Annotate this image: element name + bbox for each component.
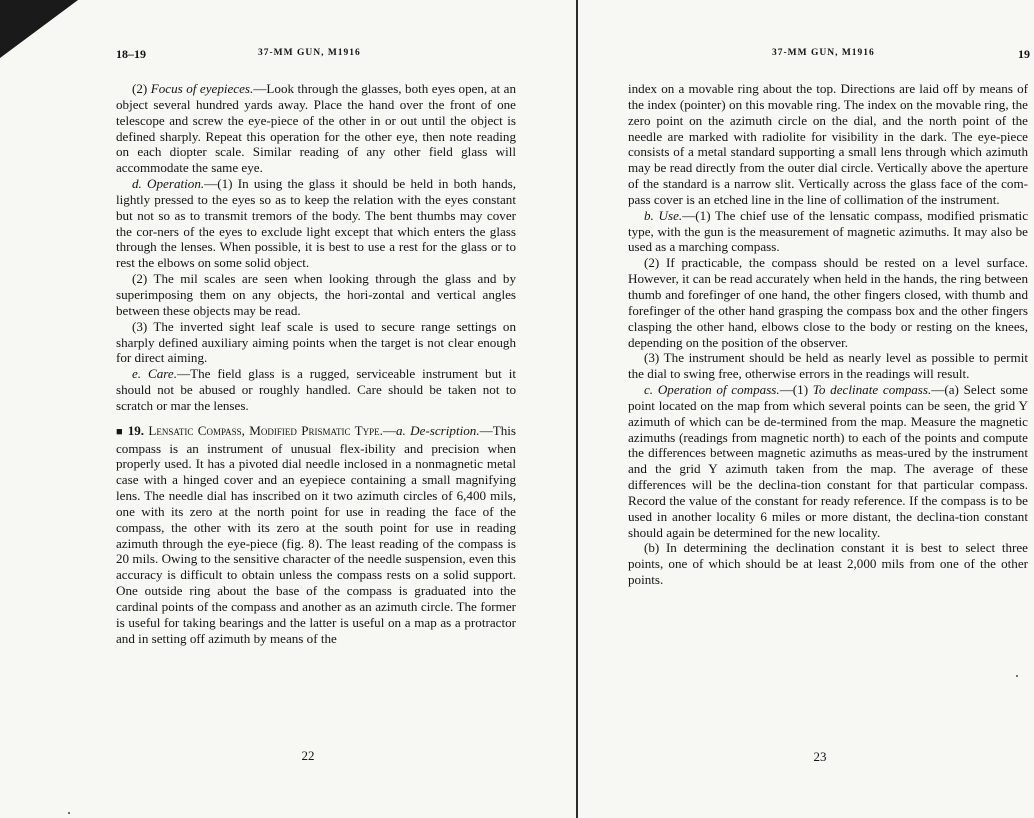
- paragraph: (2) The mil scales are seen when looking through the glass and by superimposing them on any objects, the hori-zontal and vertical angles between these objects may be read.: [116, 271, 516, 318]
- right-page-body: [628, 81, 1028, 588]
- paragraph-heading: b. Use.: [644, 207, 683, 223]
- paragraph: (3) The instrument should be held as nearly level as possible to permit the dial to swing free, otherwise errors in the readings will result.: [628, 350, 1028, 382]
- left-page-number: 22: [301, 748, 315, 763]
- section-heading: Lensatic Compass, Modified Prismatic Type.: [148, 422, 383, 438]
- right-page-number: 23: [813, 749, 827, 764]
- paragraph: (2) Focus of eyepieces.—Look through the glasses, both eyes open, at an object several hundred yards away. Place the hand over the front of one telescope and screw the eye-piece of the other in or out until the object is defined sharply. Repeat this operation for the other eye, then note reading on each diopter scale. Similar reading of any other field glass will accommodate the same eye.: [116, 81, 516, 176]
- left-page-body: [116, 81, 516, 647]
- right-page: [578, 0, 1034, 818]
- paragraph-heading: Focus of eyepieces.: [150, 81, 254, 96]
- paragraph-heading: e. Care.: [132, 366, 177, 382]
- paragraph: (3) The inverted sight leaf scale is used to secure range settings on sharply defined auxiliary aiming points when the target is not clear enough for direct aiming.: [116, 318, 516, 366]
- paragraph: c. Operation of compass.—(1) To declinate compass.—(a) Select some point located on the map from which several points can be seen, the grid Y azimuth of which can be de-termined from the map. Measure the magnetic azimuths (readings from magnetic north) to each of the points and compute the differences between magnetic azimuths as meas-ured by the instrument and the grid Y azimuth taken from the map. The average of these differences will be the declina-tion constant for that particular compass. Record the value of the constant for ready reference. If the compass is to be used in another locality 6 miles or more distant, the declina-tion constant should again be determined for the new locality.: [628, 382, 1028, 540]
- paragraph-heading: d. Operation.: [132, 176, 205, 192]
- right-header-title: 37-MM GUN, M1916: [772, 48, 875, 58]
- right-header-section-number: 19: [1018, 47, 1030, 61]
- scan-speck: [1016, 675, 1018, 677]
- left-header-section-number: 18–19: [116, 47, 146, 61]
- paragraph-heading: c. Operation of compass.: [644, 382, 780, 398]
- section-19: ■ 19. Lensatic Compass, Modified Prismatic Type.—a. De-scription.—This compass is an instrument of unusual flex-ibility and precision when properly used. It has a pivoted dial needle inclosed in a nonmagnetic metal case with a hinged cover and an eyepiece containing a small magnifying lens. The needle dial has inscribed on it two azimuth circles of 6,400 mils, one with its zero at the north point for use in reading the face of the compass, the other with its zero at the south point for use in reading azimuth through the eye-piece (fig. 8). The least reading of the compass is 20 mils. Owing to the sensitive character of the needle suspension, even this accuracy is difficult to obtain unless the compass rests on a solid support. One outside ring about the base of the compass is graduated into the cardinal points of the compass and another as an azimuth circle. The former is useful for taking bearings and the latter is useful on a map as a protractor and in setting off azimuth by means of the: [116, 422, 516, 646]
- paragraph: d. Operation.—(1) In using the glass it should be held in both hands, lightly pressed to the eyes so as to keep the relation with the eyes constant but not so as to transmit tremors of the body. The bent thumbs may cover the cor-ners of the eyes to exclude light except that which enters the glass through the lenses. When possible, it is best to use a rest for the glass or to rest the elbows on some solid object.: [116, 176, 517, 271]
- subparagraph-heading: To declinate compass.: [812, 382, 932, 398]
- scan-speck: [68, 812, 70, 814]
- section-text: —This compass is an instrument of unusual flex-ibility and precision when properly used. It has a pivoted dial needle inclosed in a nonmagnetic metal case with a hinged cover and an eyepiece containing a small magnifying lens. The needle dial has inscribed on it two azimuth circles of 6,400 mils, one with its zero at the north point for use in reading the face of the compass, the other with its zero at the south point for use in reading azimuth through the eye-piece (fig. 8). The least reading of the compass is 20 mils. Owing to the sensitive character of the needle suspension, even this accuracy is difficult to obtain unless the compass rests on a solid support. One outside ring about the base of the compass is graduated into the cardinal points of the compass and another as an azimuth circle. The former is useful for taking bearings and the latter is useful on a map as a protractor and in setting off azimuth by means of the: [116, 422, 516, 646]
- paragraph: (2) If practicable, the compass should be rested on a level surface. However, it can be read accurately when held in the hands, the ring between thumb and forefinger of one hand, the other fingers closed, with thumb and forefinger of the other hand grasping the compass box and the other fingers clasping the other hand, elbows close to the body or resting on the knees, depending on the position of the observer.: [628, 255, 1028, 350]
- subsection-heading: a. De-scription.: [396, 422, 480, 438]
- paragraph: index on a movable ring about the top. Directions are laid off by means of the index (pointer) on this movable ring. The index on the movable ring, the zero point on the azimuth circle on the dial, and the north point of the needle are marked with radiolite for visibility in the dark. The eye-piece consists of a metal standard supporting a small lens through which azimuth may be read directly from the outer dial circle. Vertically above the aperture of the standard is a narrow slit. Vertically across the glass face of the com-pass cover is an etched line in the line of collimation of the instrument.: [628, 81, 1028, 207]
- section-number: 19.: [127, 422, 145, 438]
- section-bullet-icon: ■: [116, 425, 124, 438]
- left-header-title: 37-MM GUN, M1916: [258, 48, 361, 58]
- paragraph: b. Use.—(1) The chief use of the lensatic compass, modified prismatic type, with the gun is the measurement of magnetic azimuths. It may also be used as a marching compass.: [628, 207, 1029, 255]
- paragraph: e. Care.—The field glass is a rugged, serviceable instrument but it should not be abused or roughly handled. Care should be taken not to scratch or mar the lenses.: [116, 366, 516, 413]
- paragraph: (b) In determining the declination constant it is best to select three points, one of which should be at least 2,000 mils from one of the other points.: [628, 540, 1028, 588]
